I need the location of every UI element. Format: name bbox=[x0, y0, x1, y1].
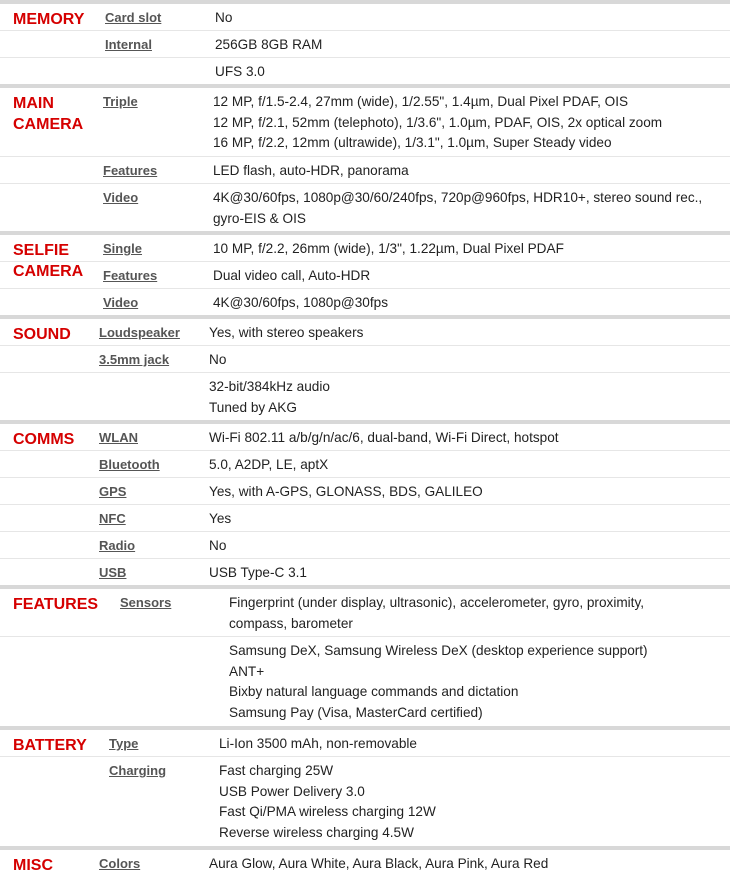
spec-values bbox=[229, 641, 648, 723]
spec-row bbox=[0, 589, 730, 636]
spec-value: Bixby natural language commands and dictation bbox=[229, 684, 519, 699]
spec-row bbox=[0, 30, 730, 57]
spec-values bbox=[209, 854, 548, 875]
spec-values bbox=[213, 239, 564, 260]
spec-row bbox=[0, 261, 730, 288]
category-line: CAMERA bbox=[13, 116, 84, 133]
spec-values bbox=[213, 92, 662, 154]
spec-section bbox=[0, 726, 730, 846]
spec-label-link[interactable]: Bluetooth bbox=[99, 457, 160, 472]
spec-value: Li-Ion 3500 mAh, non-removable bbox=[219, 736, 417, 751]
spec-values bbox=[209, 377, 330, 418]
spec-value: 12 MP, f/2.1, 52mm (telephoto), 1/3.6", 1.0µm, PDAF, OIS, 2x optical zoom bbox=[213, 114, 663, 130]
spec-row bbox=[0, 156, 730, 183]
category-line: SELFIE bbox=[13, 242, 70, 259]
spec-value: 256GB 8GB RAM bbox=[215, 37, 323, 52]
spec-values bbox=[209, 563, 307, 584]
spec-value: Aura Glow, Aura White, Aura Black, Aura Pink, Aura Red bbox=[209, 856, 549, 871]
spec-value: 10 MP, f/2.2, 26mm (wide), 1/3", 1.22µm, Dual Pixel PDAF bbox=[213, 241, 564, 256]
category-line: COMMS bbox=[13, 431, 75, 448]
spec-value: 32-bit/384kHz audio bbox=[209, 379, 330, 394]
spec-row bbox=[0, 531, 730, 558]
spec-values bbox=[219, 734, 417, 755]
spec-value: No bbox=[209, 352, 227, 367]
spec-label-link[interactable]: 3.5mm jack bbox=[99, 352, 170, 367]
spec-label-link[interactable]: Loudspeaker bbox=[99, 325, 180, 340]
spec-row bbox=[0, 424, 730, 450]
spec-value: 4K@30/60fps, 1080p@30fps bbox=[213, 295, 388, 310]
spec-row bbox=[0, 504, 730, 531]
spec-values bbox=[213, 266, 370, 287]
spec-label-link[interactable]: Features bbox=[103, 163, 158, 178]
spec-values bbox=[229, 593, 644, 634]
spec-row bbox=[0, 57, 730, 84]
spec-row bbox=[0, 730, 730, 756]
spec-values bbox=[215, 8, 232, 29]
spec-row bbox=[0, 319, 730, 345]
spec-value: compass, barometer bbox=[229, 615, 353, 631]
spec-values bbox=[209, 350, 226, 371]
spec-values bbox=[219, 761, 436, 843]
spec-label-link[interactable]: Internal bbox=[105, 37, 152, 52]
spec-value: Tuned by AKG bbox=[209, 399, 297, 415]
spec-label-link[interactable]: Video bbox=[103, 190, 139, 205]
category-line: SOUND bbox=[13, 326, 71, 343]
spec-value: Reverse wireless charging 4.5W bbox=[219, 824, 414, 840]
spec-value: Yes bbox=[209, 511, 232, 526]
spec-label-link[interactable]: Video bbox=[103, 295, 139, 310]
spec-value: USB Power Delivery 3.0 bbox=[219, 783, 365, 799]
spec-row bbox=[0, 183, 730, 231]
spec-values bbox=[213, 188, 702, 229]
spec-row bbox=[0, 372, 730, 420]
spec-section bbox=[0, 84, 730, 231]
spec-label-link[interactable]: Charging bbox=[109, 763, 167, 778]
spec-value: No bbox=[215, 10, 233, 25]
category-line: BATTERY bbox=[13, 737, 87, 754]
spec-value: 5.0, A2DP, LE, aptX bbox=[209, 457, 329, 472]
spec-values bbox=[213, 293, 388, 314]
spec-label-link[interactable]: NFC bbox=[99, 511, 126, 526]
spec-label-link[interactable]: Colors bbox=[99, 856, 141, 871]
spec-label-link[interactable]: Single bbox=[103, 241, 143, 256]
category-line: MISC bbox=[13, 857, 53, 874]
spec-row bbox=[0, 450, 730, 477]
spec-value: Fingerprint (under display, ultrasonic), accelerometer, gyro, proximity, bbox=[229, 595, 645, 610]
spec-section bbox=[0, 231, 730, 315]
category-line: MAIN bbox=[13, 95, 54, 112]
spec-values bbox=[209, 428, 559, 449]
spec-label-link[interactable]: Triple bbox=[103, 94, 138, 109]
spec-value: LED flash, auto-HDR, panorama bbox=[213, 163, 409, 178]
spec-section bbox=[0, 315, 730, 420]
spec-value: No bbox=[209, 538, 227, 553]
spec-row bbox=[0, 477, 730, 504]
spec-values bbox=[209, 323, 363, 344]
spec-value: ANT+ bbox=[229, 663, 265, 679]
spec-values bbox=[209, 482, 483, 503]
spec-label-link[interactable]: Sensors bbox=[120, 595, 172, 610]
spec-label-link[interactable]: Type bbox=[109, 736, 139, 751]
spec-row bbox=[0, 756, 730, 846]
spec-label-link[interactable]: WLAN bbox=[99, 430, 138, 445]
spec-value: Yes, with stereo speakers bbox=[209, 325, 364, 340]
spec-row bbox=[0, 558, 730, 585]
spec-section bbox=[0, 0, 730, 84]
spec-section bbox=[0, 846, 730, 876]
spec-value: Yes, with A-GPS, GLONASS, BDS, GALILEO bbox=[209, 484, 483, 499]
spec-section bbox=[0, 585, 730, 726]
category-line: MEMORY bbox=[13, 11, 85, 28]
spec-value: 12 MP, f/1.5-2.4, 27mm (wide), 1/2.55", 1.4µm, Dual Pixel PDAF, OIS bbox=[213, 94, 629, 109]
spec-row bbox=[0, 345, 730, 372]
spec-value: 16 MP, f/2.2, 12mm (ultrawide), 1/3.1", 1.0µm, Super Steady video bbox=[213, 135, 612, 150]
spec-label-link[interactable]: Features bbox=[103, 268, 158, 283]
spec-value: UFS 3.0 bbox=[215, 64, 265, 79]
spec-value: Dual video call, Auto-HDR bbox=[213, 268, 371, 283]
spec-value: 4K@30/60fps, 1080p@30/60/240fps, 720p@960fps, HDR10+, stereo sound rec., bbox=[213, 190, 703, 205]
spec-values bbox=[209, 509, 231, 530]
spec-values bbox=[215, 35, 322, 56]
spec-values bbox=[209, 455, 328, 476]
category-line: CAMERA bbox=[13, 263, 84, 280]
spec-value: Fast Qi/PMA wireless charging 12W bbox=[219, 804, 436, 819]
spec-row bbox=[0, 88, 730, 156]
spec-value: gyro-EIS & OIS bbox=[213, 210, 306, 226]
spec-label-link[interactable]: GPS bbox=[99, 484, 127, 499]
spec-section bbox=[0, 420, 730, 585]
spec-label-link[interactable]: Radio bbox=[99, 538, 136, 553]
spec-label-link[interactable]: USB bbox=[99, 565, 127, 580]
spec-values bbox=[213, 161, 409, 182]
spec-label-link[interactable]: Card slot bbox=[105, 10, 162, 25]
spec-row bbox=[0, 235, 730, 261]
spec-row bbox=[0, 850, 730, 876]
spec-value: Samsung Pay (Visa, MasterCard certified) bbox=[229, 704, 483, 720]
spec-value: USB Type-C 3.1 bbox=[209, 565, 307, 580]
spec-value: Fast charging 25W bbox=[219, 763, 334, 778]
spec-value: Samsung DeX, Samsung Wireless DeX (desktop experience support) bbox=[229, 643, 648, 658]
spec-values bbox=[209, 536, 226, 557]
spec-row bbox=[0, 4, 730, 30]
spec-values bbox=[215, 62, 265, 83]
category-line: FEATURES bbox=[13, 596, 99, 613]
spec-value: Wi-Fi 802.11 a/b/g/n/ac/6, dual-band, Wi-Fi Direct, hotspot bbox=[209, 430, 559, 445]
spec-row bbox=[0, 288, 730, 315]
spec-row bbox=[0, 636, 730, 726]
